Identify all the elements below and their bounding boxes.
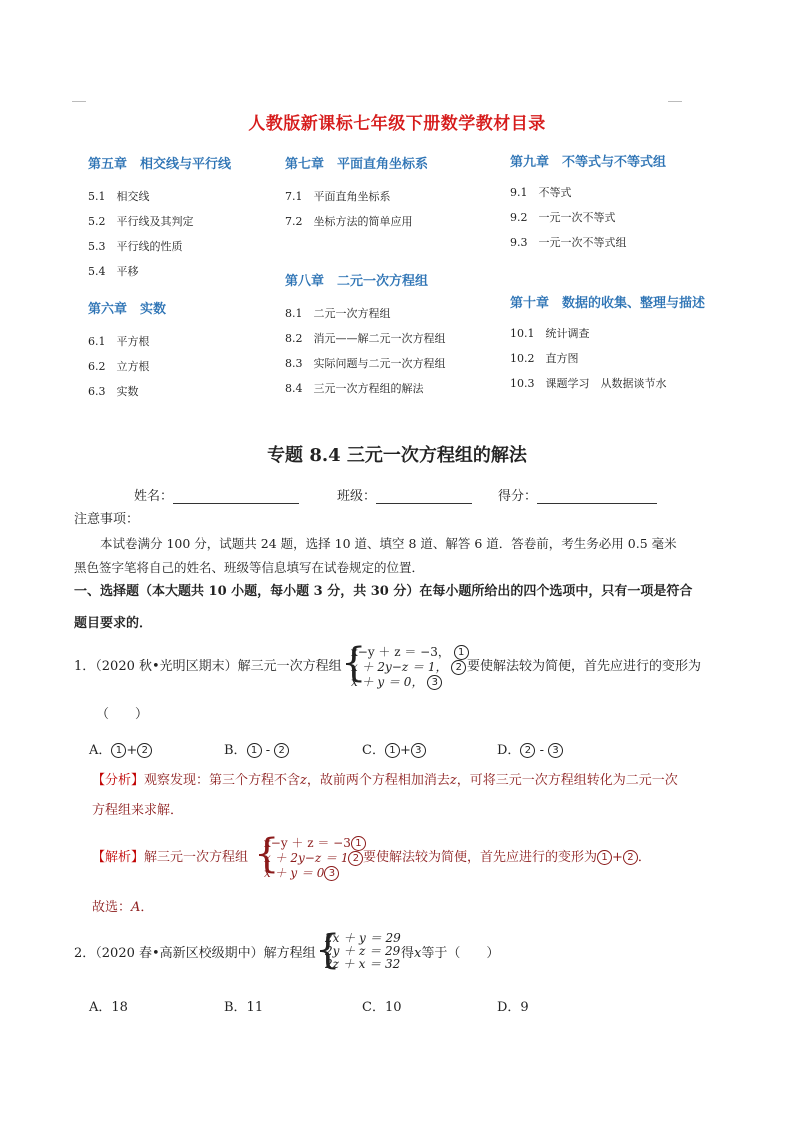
toc-chapter-6: 第六章 实数 [88,302,167,317]
q2-brace: { [315,927,341,973]
analysis-tag: 【分析】 [92,773,145,788]
solution-text: 要使解法较为简便，首先应进行的变形为 [363,850,598,865]
circled-number: 3 [548,743,563,758]
minus-sign: - [261,743,275,758]
option-label: B． [224,743,247,758]
q2-option-a[interactable]: A．18 [89,1000,128,1015]
answer-label: 故选： [92,900,132,915]
circled-number: 1 [385,743,400,758]
q1-equation-system [351,645,469,690]
solution-tag: 【解析】 [92,850,145,865]
notice-text-2: 黑色签字笔将自己的姓名、班级等信息填写在试卷规定的位置． [74,560,425,575]
q2-eq3: 2z ＋ x ＝ 32 [325,957,401,971]
q1-option-a[interactable] [89,739,152,758]
score-blank[interactable] [537,489,657,504]
q2-option-d[interactable]: D．9 [497,1000,529,1015]
toc-item: 6.1 平方根 [88,335,150,348]
header-corner-left [72,101,86,102]
analysis-text: ，可将三元一次方程组转化为二元一次 [456,773,678,788]
q2-option-c[interactable]: C．10 [362,1000,402,1015]
section-heading-1: 一、选择题（本大题共 10 小题，每小题 3 分，共 30 分）在每小题所给出的四个选项中，只有一项是符合 [74,584,693,599]
q1-analysis-line-1 [92,769,678,793]
toc-title: 人教版新课标七年级下册数学教材目录 [248,114,546,134]
toc-item: 6.3 实数 [88,385,139,398]
toc-chapter-10: 第十章 数据的收集、整理与描述 [510,296,706,311]
toc-column-1 [88,153,231,399]
option-label: A． [89,743,112,758]
minus-sign: - [535,743,549,758]
q1-answer-paren: （ ） [96,707,149,722]
toc-item: 5.4 平移 [88,265,139,278]
toc-item: 10.2 直方图 [510,352,579,365]
q1-prefix: 1．（2020 秋•光明区期末）解三元一次方程组 [74,659,342,674]
score-label: 得分： [498,489,538,504]
q1-answer [92,896,153,920]
toc-column-2 [285,153,446,396]
toc-item: 5.1 相交线 [88,190,150,203]
q1-eq3: x ＋ y ＝ 0， [351,675,424,689]
q2-eq1: 2x ＋ y ＝ 29 [325,931,401,945]
name-field[interactable] [134,485,299,504]
q1-analysis-line-2: 方程组来求解． [92,803,184,818]
toc-item: 8.3 实际问题与二元一次方程组 [285,357,446,370]
toc-item: 9.1 不等式 [510,186,572,199]
toc-item: 8.1 二元一次方程组 [285,307,391,320]
q1-option-b[interactable] [224,739,289,758]
toc-item: 9.3 一元一次不等式组 [510,236,627,249]
class-blank[interactable] [376,489,472,504]
period: ． [637,850,651,865]
circled-number: 2 [348,851,363,866]
circled-number: 2 [451,660,466,675]
notice-heading: 注意事项： [74,512,140,527]
section-heading-2: 题目要求的． [74,616,153,631]
toc-chapter-5: 第五章 相交线与平行线 [88,157,232,172]
name-label: 姓名： [134,489,174,504]
q2-eq2: 2y ＋ z ＝ 29 [325,944,401,958]
option-label: C． [362,743,385,758]
q1-eq1: x−y ＋ z ＝ −3， [351,645,450,659]
header-corner-right [668,101,682,102]
q1-solution-brace: { [254,831,280,877]
q2-equation-system [325,932,401,971]
period: ． [140,900,154,915]
answer-value: A [131,900,141,915]
q2-suffix [401,942,499,966]
plus-sign: + [126,743,138,758]
circled-number: 1 [247,743,262,758]
plus-sign: + [399,743,411,758]
q2-suffix-text: 得 [401,946,415,961]
toc-item: 8.2 消元——解二元一次方程组 [285,332,446,345]
circled-number: 1 [351,836,366,851]
circled-number: 2 [274,743,289,758]
circled-number: 2 [623,850,638,865]
analysis-text: ，故前两个方程相加消去 [306,773,450,788]
toc-item: 5.3 平行线的性质 [88,240,183,253]
toc-item: 8.4 三元一次方程组的解法 [285,382,424,395]
circled-number: 1 [597,850,612,865]
toc-item: 7.2 坐标方法的简单应用 [285,215,413,228]
q2-prefix: 2．（2020 春•高新区校级期中）解方程组 [74,946,316,961]
variable-x: x [414,946,422,961]
circled-number: 3 [427,675,442,690]
q2-suffix-text: 等于（ ） [421,946,500,961]
class-label: 班级： [337,489,377,504]
circled-number: 2 [520,743,535,758]
name-blank[interactable] [173,489,299,504]
analysis-text: 观察发现：第三个方程不含 [144,773,301,788]
toc-column-3 [510,151,705,391]
q1-option-d[interactable] [497,739,563,758]
toc-item: 10.1 统计调查 [510,327,590,340]
circled-number: 1 [111,743,126,758]
q2-option-b[interactable]: B．11 [224,1000,264,1015]
q1-option-c[interactable] [362,739,426,758]
q1-solution-prefix [92,846,248,870]
circled-number: 2 [137,743,152,758]
q1-solution-equation-system [264,836,366,881]
circled-number: 3 [324,866,339,881]
toc-chapter-9: 第九章 不等式与不等式组 [510,155,667,170]
q1-brace: { [341,640,367,686]
solution-eq2: x ＋ 2y−z ＝ 1 [264,851,349,865]
toc-item: 10.3 课题学习 从数据谈节水 [510,377,667,390]
toc-chapter-7: 第七章 平面直角坐标系 [285,157,429,172]
toc-item: 6.2 立方根 [88,360,150,373]
variable-z: z [300,773,307,788]
toc-item: 5.2 平行线及其判定 [88,215,194,228]
circled-number: 3 [411,743,426,758]
toc-item: 7.1 平面直角坐标系 [285,190,391,203]
q1-suffix: 要使解法较为简便，首先应进行的变形为 [467,659,702,674]
q1-solution-suffix [363,846,651,870]
score-field[interactable] [498,485,657,504]
notice-text-1: 本试卷满分 100 分，试题共 24 题，选择 10 道、填空 8 道、解答 6 道．答卷前，考生务必用 0.5 毫米 [100,536,677,551]
option-label: D． [497,743,521,758]
variable-z: z [449,773,457,788]
q1-eq2: x ＋ 2y−z ＝ 1， [351,660,448,674]
circled-number: 1 [454,645,469,660]
document-title: 专题 8.4 三元一次方程组的解法 [267,445,527,466]
toc-chapter-8: 第八章 二元一次方程组 [285,274,429,289]
solution-text: 解三元一次方程组 [144,850,249,865]
solution-eq3: x ＋ y ＝ 0 [264,866,325,880]
plus-sign: + [612,850,623,865]
solution-eq1: x−y ＋ z ＝ −3 [264,836,351,850]
toc-item: 9.2 一元一次不等式 [510,211,616,224]
class-field[interactable] [337,485,472,504]
